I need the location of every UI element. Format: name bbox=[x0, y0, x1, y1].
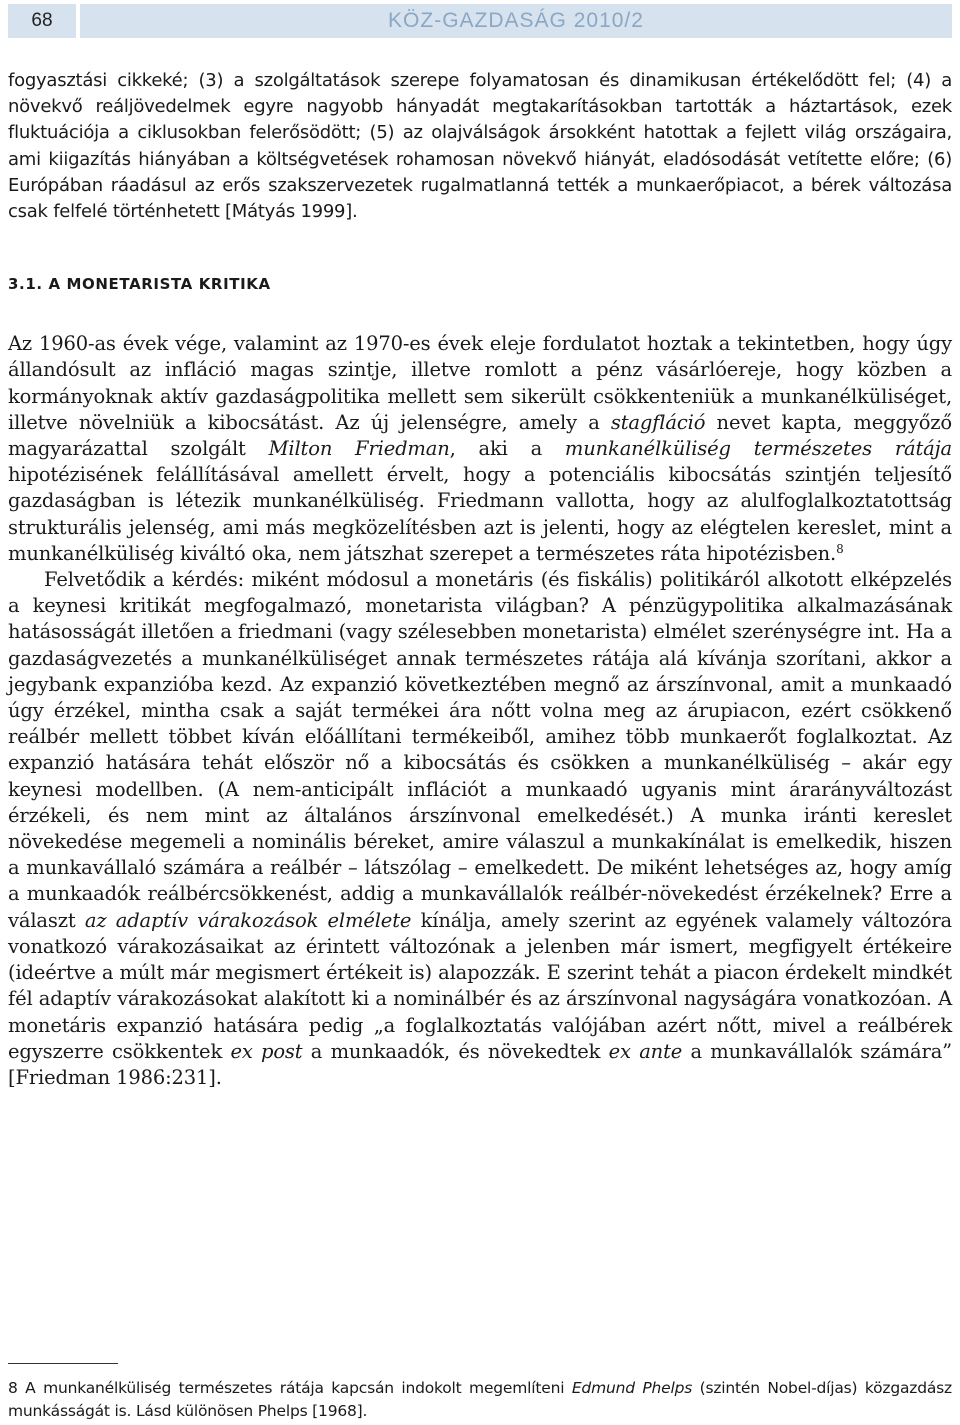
text-run: Az 1960-as évek vége, valamint az 1970-es évek eleje fordulatot hoztak a tekintetben, hogy úgy állandósult az infláció magas szintje, illetve romlott a pénz vásárlóereje, hogy közben a kormányoknak aktív gazdaságpolitika mellett sem sikerült csökkenteniük a munkanélküliséget, illetve növelniük a kibocsátást. Az új jelenségre, amely a bbox=[8, 332, 952, 434]
term-natural-rate: munkanélküliség természetes rátája bbox=[564, 437, 952, 461]
text-run: , aki a bbox=[449, 437, 565, 461]
term-adaptive-expectations: az adaptív várakozások elmélete bbox=[84, 908, 412, 932]
text-run: a munkaadók, és növekedtek bbox=[302, 1039, 609, 1063]
term-ex-ante: ex ante bbox=[608, 1039, 683, 1063]
footnote-reference[interactable]: 8 bbox=[836, 541, 844, 556]
paragraph-stagflation bbox=[8, 331, 952, 567]
article-body bbox=[8, 68, 952, 1091]
text-run: (szintén Nobel-díjas) közgazdász munkásságát is. Lásd különösen Phelps [1968]. bbox=[8, 1379, 952, 1420]
section-title: 3.1. A MONETARISTA KRITIKA bbox=[8, 275, 271, 294]
text-run: kínálja, amely szerint az egyének valamely változóra vonatkozó várakozásaikat az érintett változónak a jelenben már ismert, megfigyelt értékeire (ideértve a múlt már megismert értékeit is) alapozzák. E szerint tehát a piacon érdekelt mindkét fél adaptív várakozásokat alakított ki a nominálbér és az árszínvonal nagyságára vonatkozóan. A monetáris expanzió hatására pedig „a foglalkoztatás valójában azért nőtt, mivel a reálbérek egyszerre csökkentek bbox=[8, 908, 952, 1063]
footnote bbox=[8, 1377, 952, 1423]
paragraph-monetary-policy bbox=[8, 567, 952, 1091]
page-header bbox=[8, 4, 952, 38]
intro-paragraph: fogyasztási cikkeké; (3) a szolgáltatások szerepe folyamatosan és dinamikusan értékelődött fel; (4) a növekvő reáljövedelmek egyre nagyobb hányadát megtakarításokban tartották a háztartások, ezek fluktuációja a ciklusokban felerősödött; (5) az olajválságok ársokként hatottak a fejlett világ országaira, ami kiigazítás hiányában a költségvetések rohamosan növekvő hiányát, eladósodását vetítette előre; (6) Európában ráadásul az erős szakszervezetek rugalmatlanná tették a munkaerőpiacot, a bérek változása csak felfelé történhetett [Mátyás 1999]. bbox=[8, 70, 952, 223]
name-edmund-phelps: Edmund Phelps bbox=[571, 1379, 693, 1397]
term-ex-post: ex post bbox=[230, 1039, 303, 1063]
journal-title: KÖZ-GAZDASÁG 2010/2 bbox=[80, 4, 952, 38]
name-milton-friedman: Milton Friedman bbox=[268, 437, 450, 461]
text-run: hipotézisének felállításával amellett érvelt, hogy a potenciális kibocsátás szintjén teljesítő gazdaságban is létezik munkanélküliség. Friedmann vallotta, hogy az alulfoglalkoztatottság strukturális jelenség, ami más megközelítésben azt is jelenti, hogy az elégtelen kereslet, mint a munkanélküliség kiváltó oka, nem játszhat szerepet a természetes ráta hipotézisben. bbox=[8, 463, 952, 565]
text-run: a munkavállalók számára” [Friedman 1986:231]. bbox=[8, 1039, 952, 1089]
term-stagflation: stagfláció bbox=[610, 410, 706, 434]
text-run: nevet kapta, meggyőző magyarázattal szolgált bbox=[8, 410, 952, 461]
page-number: 68 bbox=[8, 4, 76, 38]
text-run: 8 A munkanélküliség természetes rátája kapcsán indokolt megemlíteni bbox=[8, 1379, 572, 1397]
text-run: Felvetődik a kérdés: miként módosul a monetáris (és fiskális) politikáról alkotott elképzelés a keynesi kritikát megfogalmazó, monetarista világban? A pénzügypolitika alkalmazásának hatásosságát illetően a friedmani (vagy szélesebben monetarista) elmélet szerénységre int. Ha a gazdaságvezetés a munkanélküliséget annak természetes rátája alá kívánja szorítani, akkor a jegybank expanzióba kezd. Az expanzió következtében megnő az árszínvonal, amit a munkaadó úgy érzékel, mintha csak a saját termékei ára nőtt volna meg az árupiacon, ezért csökkenő reálbér mellett többet kíván előállítani termékeiből, amihez több munkaerőt foglalkoztat. Az expanzió hatására tehát először nő a kibocsátás és csökken a munkanélküliség – akár egy keynesi modellben. (A nem-anticipált inflációt a munkaadó ugyanis mint árarányváltozást érzékeli, és nem mint az általános árszínvonal emelkedését.) A munka iránti kereslet növekedése megemeli a nominális béreket, amire válaszul a munkakínálat is emelkedik, hiszen a munkavállaló számára a reálbér – látszólag – emelkedett. De miként lehetséges az, hogy amíg a munkaadók reálbércsökkenést, addig a munkavállalók reálbér-növekedést érzékelnek? Erre a választ bbox=[8, 568, 952, 932]
footnote-divider bbox=[8, 1363, 118, 1364]
